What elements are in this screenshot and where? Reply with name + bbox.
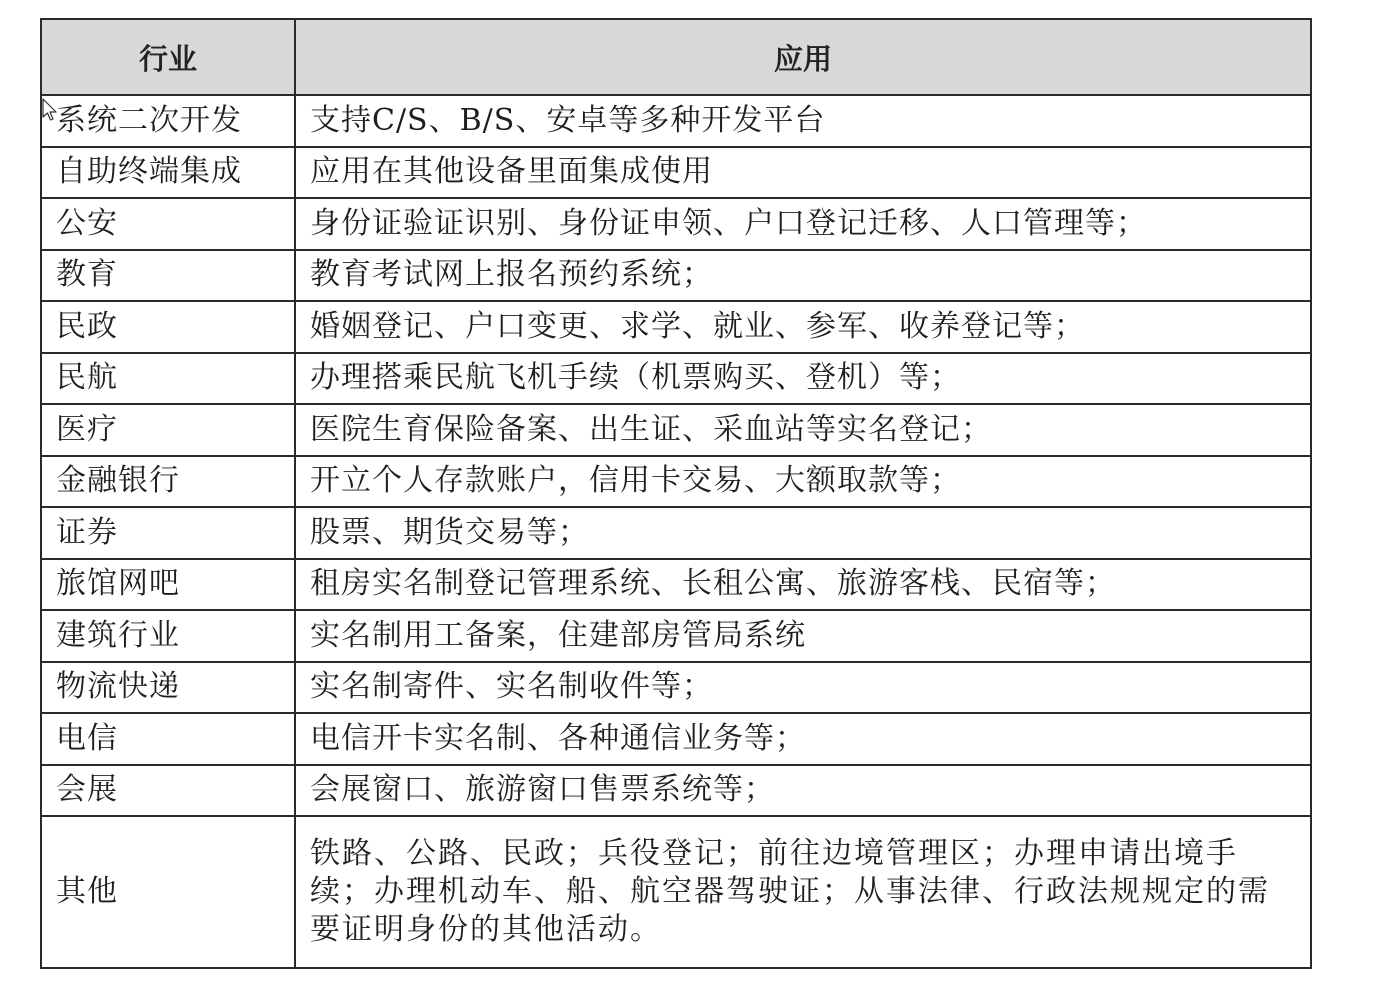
cell-industry: 会展 [41,765,295,817]
table-row [41,404,1311,456]
table-row [41,662,1311,714]
cell-application: 医院生育保险备案、出生证、采血站等实名登记； [295,404,1311,456]
cell-application: 电信开卡实名制、各种通信业务等； [295,713,1311,765]
cell-application: 实名制用工备案，住建部房管局系统 [295,610,1311,662]
table-row [41,816,1311,968]
table-row [41,765,1311,817]
cell-industry: 证券 [41,507,295,559]
cell-application: 铁路、公路、民政；兵役登记；前往边境管理区；办理申请出境手续；办理机动车、船、航空器驾驶证；从事法律、行政法规规定的需要证明身份的其他活动。 [295,816,1311,968]
cell-application: 支持C/S、B/S、安卓等多种开发平台 [295,95,1311,147]
cell-application: 婚姻登记、户口变更、求学、就业、参军、收养登记等； [295,301,1311,353]
cell-application: 股票、期货交易等； [295,507,1311,559]
table-row [41,456,1311,508]
table-row [41,95,1311,147]
table-row [41,353,1311,405]
table-row [41,301,1311,353]
cell-industry: 民政 [41,301,295,353]
cell-application: 实名制寄件、实名制收件等； [295,662,1311,714]
header-application: 应用 [295,19,1311,95]
cell-industry: 金融银行 [41,456,295,508]
cell-industry: 自助终端集成 [41,147,295,199]
industry-application-table [40,18,1312,969]
table-row [41,198,1311,250]
table-row [41,507,1311,559]
cell-application: 开立个人存款账户，信用卡交易、大额取款等； [295,456,1311,508]
cell-industry: 系统二次开发 [41,95,295,147]
table-row [41,147,1311,199]
cell-application: 应用在其他设备里面集成使用 [295,147,1311,199]
cell-industry: 电信 [41,713,295,765]
table-row [41,250,1311,302]
industry-application-table-container [40,18,1310,969]
cell-industry: 公安 [41,198,295,250]
cell-application: 身份证验证识别、身份证申领、户口登记迁移、人口管理等； [295,198,1311,250]
table-row [41,559,1311,611]
cell-application: 租房实名制登记管理系统、长租公寓、旅游客栈、民宿等； [295,559,1311,611]
cell-industry: 教育 [41,250,295,302]
cell-industry: 医疗 [41,404,295,456]
cell-industry: 旅馆网吧 [41,559,295,611]
cell-application: 会展窗口、旅游窗口售票系统等； [295,765,1311,817]
header-industry: 行业 [41,19,295,95]
cell-application: 教育考试网上报名预约系统； [295,250,1311,302]
cell-industry: 建筑行业 [41,610,295,662]
cell-industry: 物流快递 [41,662,295,714]
cell-industry: 民航 [41,353,295,405]
table-row [41,713,1311,765]
table-header-row [41,19,1311,95]
cell-industry: 其他 [41,816,295,968]
table-row [41,610,1311,662]
cell-application: 办理搭乘民航飞机手续（机票购买、登机）等； [295,353,1311,405]
